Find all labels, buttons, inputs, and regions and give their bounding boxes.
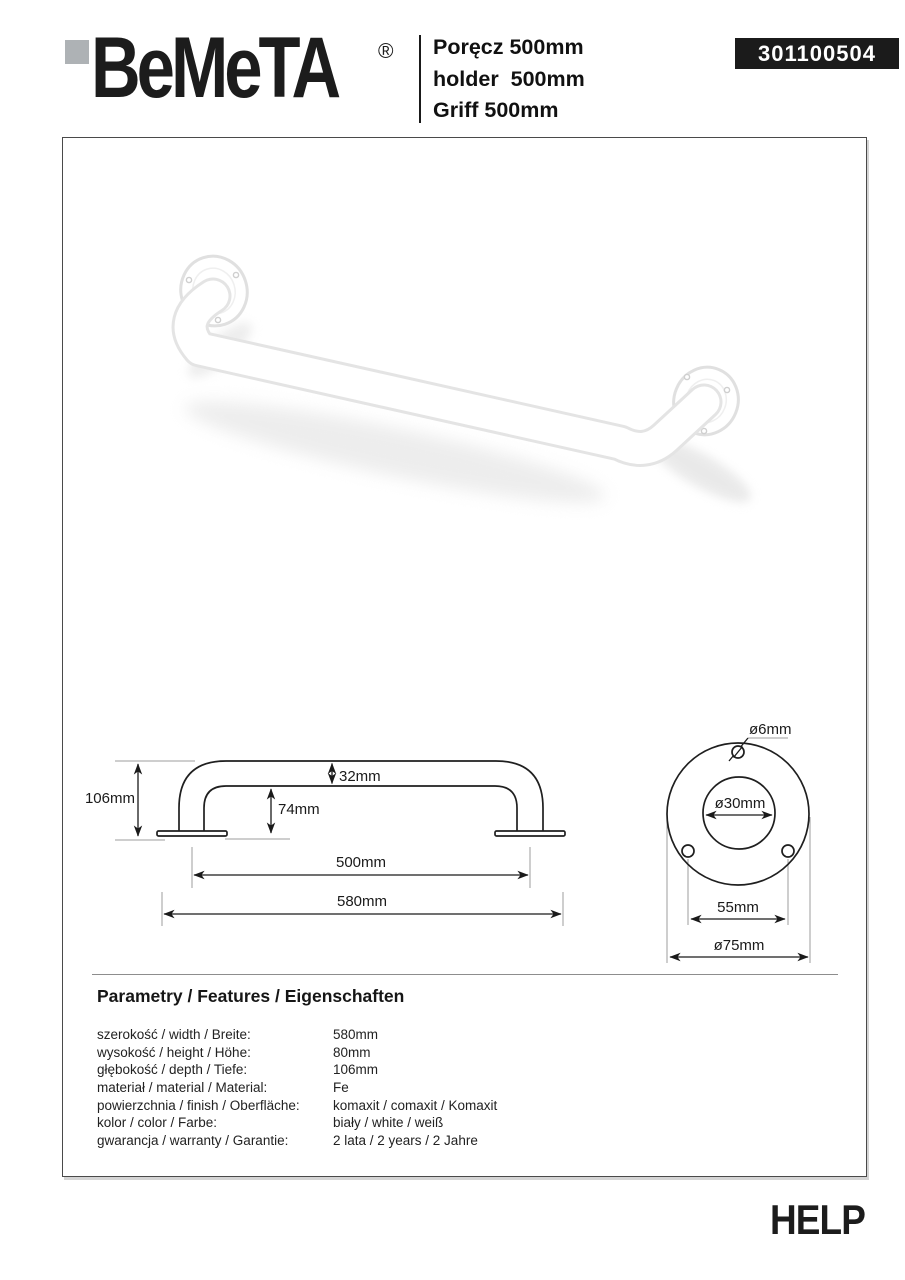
flange-hole-left xyxy=(682,845,694,857)
parameter-label: szerokość / width / Breite: xyxy=(97,1027,251,1043)
dim-label-hole: ø6mm xyxy=(749,721,792,738)
brand-wordmark: BeMeTA xyxy=(91,20,338,116)
product-title-line-en: holder 500mm xyxy=(433,66,585,91)
parameter-row xyxy=(97,1061,657,1079)
handle-inner-outline xyxy=(204,786,517,831)
dim-label-span: 500mm xyxy=(335,854,387,871)
registered-trademark-icon: ® xyxy=(378,40,394,63)
parameter-label: wysokość / height / Höhe: xyxy=(97,1044,251,1060)
parameters-table xyxy=(97,1026,657,1149)
side-view-drawing xyxy=(80,718,580,933)
flange-view-drawing xyxy=(640,712,830,972)
left-foot-plate xyxy=(157,831,227,836)
dim-label-clearance: 74mm xyxy=(278,801,320,818)
dim-label-width: 580mm xyxy=(336,893,388,910)
help-series-logo: HELP xyxy=(769,1196,865,1243)
parameter-label: kolor / color / Farbe: xyxy=(97,1115,218,1131)
product-title xyxy=(433,32,585,127)
product-code-badge xyxy=(735,38,899,69)
product-title-line-de: Griff 500mm xyxy=(433,98,559,122)
parameter-value: Fe xyxy=(333,1080,349,1096)
parameters-heading: Parametry / Features / Eigenschaften xyxy=(97,986,405,1006)
parameter-label: powierzchnia / finish / Oberfläche: xyxy=(97,1097,300,1113)
header-divider xyxy=(419,35,421,123)
dim-label-tube: 32mm xyxy=(339,768,381,785)
screw-hole xyxy=(233,272,238,277)
dim-label-height: 106mm xyxy=(84,790,135,807)
parameter-row xyxy=(97,1096,657,1114)
parameter-row xyxy=(97,1079,657,1097)
flange-outer-circle xyxy=(667,743,809,885)
dim-label-pitch: 55mm xyxy=(717,899,759,916)
parameter-value: biały / white / weiß xyxy=(333,1115,444,1131)
screw-hole xyxy=(724,387,729,392)
right-foot-plate xyxy=(495,831,565,836)
product-title-line-pl: Poręcz 500mm xyxy=(433,35,584,59)
screw-hole xyxy=(215,317,220,322)
screw-hole xyxy=(186,277,191,282)
drawings-separator xyxy=(92,974,838,975)
parameter-value: 2 lata / 2 years / 2 Jahre xyxy=(333,1132,478,1148)
logo-square-icon xyxy=(65,40,89,64)
dim-label-inner: ø30mm xyxy=(714,795,766,812)
product-code: 301100504 xyxy=(758,40,876,66)
parameter-label: gwarancja / warranty / Garantie: xyxy=(97,1132,289,1148)
parameter-value: 106mm xyxy=(333,1062,379,1078)
flange-inner-circle xyxy=(703,777,775,849)
parameter-value: 80mm xyxy=(333,1044,371,1060)
parameter-row xyxy=(97,1044,657,1062)
parameter-row xyxy=(97,1132,657,1150)
parameter-label: głębokość / depth / Tiefe: xyxy=(97,1062,248,1078)
flange-hole-right xyxy=(782,845,794,857)
screw-hole xyxy=(701,428,706,433)
product-photo xyxy=(110,225,790,525)
parameter-row xyxy=(97,1026,657,1044)
parameter-value: komaxit / comaxit / Komaxit xyxy=(333,1097,498,1113)
screw-hole xyxy=(684,374,689,379)
parameter-row xyxy=(97,1114,657,1132)
dim-label-outer: ø75mm xyxy=(713,937,765,954)
parameter-label: materiał / material / Material: xyxy=(97,1080,268,1096)
parameter-value: 580mm xyxy=(333,1027,379,1043)
